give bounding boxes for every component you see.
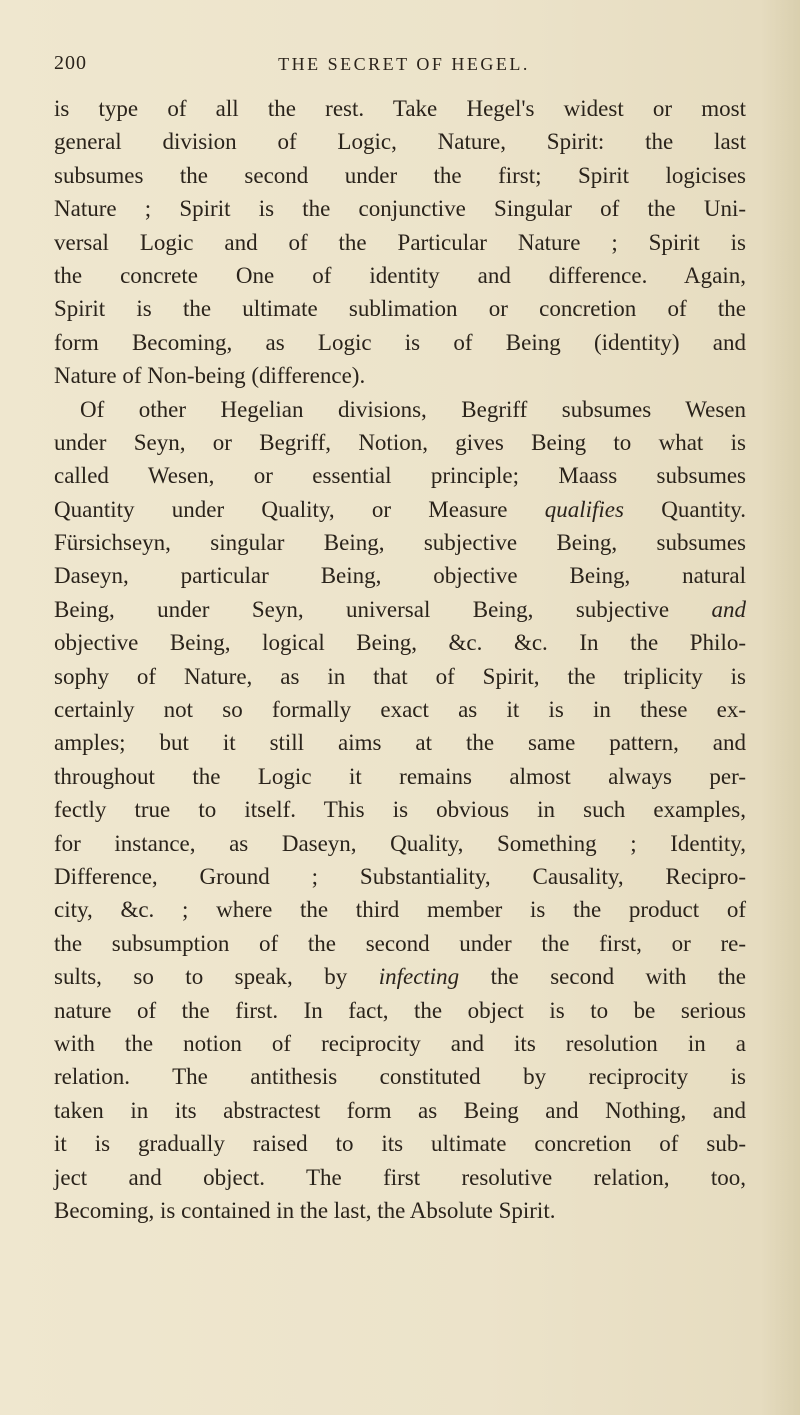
text-line [54, 860, 746, 893]
text-line [54, 493, 746, 526]
text-line [54, 593, 746, 626]
text-line [54, 1194, 746, 1227]
text-line [54, 359, 746, 392]
text-segment: the concrete One of identity and difference. Again, [54, 262, 746, 288]
text-segment: is type of all the rest. Take Hegel's widest or most [54, 96, 746, 121]
text-line [54, 226, 746, 259]
text-segment: sophy of Nature, as in that of Spirit, the triplicity is [54, 663, 746, 689]
text-line [54, 994, 746, 1027]
text-segment: Spirit is the ultimate sublimation or concretion of the [54, 296, 746, 322]
text-line [54, 1094, 746, 1127]
text-segment: objective Being, logical Being, &c. &c. In the Philo- [54, 630, 746, 656]
text-line [54, 726, 746, 759]
text-segment: Quantity. [623, 496, 746, 522]
text-line [54, 1161, 746, 1194]
text-segment: with the notion of reciprocity and its resolution in a [54, 1030, 746, 1056]
body-text [54, 92, 746, 1227]
text-line [54, 292, 746, 325]
text-segment: fectly true to itself. This is obvious in such examples, [54, 797, 746, 823]
text-segment: certainly not so formally exact as it is in these ex- [54, 697, 746, 723]
text-segment: Being, under Seyn, universal Being, subjective [54, 596, 712, 622]
text-segment: called Wesen, or essential principle; Maass subsumes [54, 463, 746, 489]
text-line [54, 559, 746, 592]
text-line [54, 893, 746, 926]
text-line [54, 960, 746, 993]
text-line [54, 426, 746, 459]
text-line [54, 192, 746, 225]
text-line [54, 92, 746, 125]
text-segment: Of other Hegelian divisions, Begriff subsumes Wesen [80, 396, 746, 422]
text-line [54, 693, 746, 726]
text-segment: Quantity under Quality, or Measure [54, 496, 545, 522]
text-line [54, 393, 746, 426]
text-segment: the subsumption of the second under the first, or re- [54, 930, 746, 956]
text-segment: versal Logic and of the Particular Nature ; Spirit is [54, 229, 746, 255]
text-segment: sults, so to speak, by [54, 964, 379, 990]
text-segment: subsumes the second under the first; Spirit logicises [54, 162, 746, 188]
text-segment: the second with the [459, 964, 746, 990]
page-number: 200 [54, 52, 87, 74]
text-line [54, 793, 746, 826]
text-segment: nature of the first. In fact, the object is to be serious [54, 997, 746, 1023]
text-line [54, 660, 746, 693]
text-segment: amples; but it still aims at the same pattern, and [54, 730, 746, 756]
text-line [54, 760, 746, 793]
text-line [54, 259, 746, 292]
text-segment: general division of Logic, Nature, Spirit: the last [54, 129, 746, 155]
text-segment: under Seyn, or Begriff, Notion, gives Being to what is [54, 429, 746, 455]
text-segment: Daseyn, particular Being, objective Being, natural [54, 563, 746, 589]
text-line [54, 1027, 746, 1060]
text-segment: throughout the Logic it remains almost always per- [54, 763, 746, 789]
text-segment: relation. The antithesis constituted by reciprocity is [54, 1064, 746, 1090]
text-segment: Fürsichseyn, singular Being, subjective Being, subsumes [54, 530, 746, 556]
text-line [54, 125, 746, 158]
text-line [54, 1127, 746, 1160]
running-head: THE SECRET OF HEGEL. [278, 54, 530, 74]
text-segment: it is gradually raised to its ultimate concretion of sub- [54, 1131, 746, 1157]
italic-text: qualifies [544, 496, 624, 522]
text-segment: ject and object. The first resolutive relation, too, [54, 1164, 746, 1190]
text-line [54, 1060, 746, 1093]
text-segment: for instance, as Daseyn, Quality, Something ; Identity, [54, 830, 746, 856]
text-line [54, 626, 746, 659]
text-segment: form Becoming, as Logic is of Being (identity) and [54, 329, 746, 355]
page-header [54, 52, 744, 82]
text-line [54, 159, 746, 192]
text-segment: taken in its abstractest form as Being and Nothing, and [54, 1097, 746, 1123]
text-line [54, 526, 746, 559]
italic-text: and [711, 596, 746, 622]
text-line [54, 827, 746, 860]
text-line [54, 459, 746, 492]
text-line [54, 927, 746, 960]
text-segment: Becoming, is contained in the last, the Absolute Spirit. [54, 1197, 556, 1223]
text-segment: city, &c. ; where the third member is the product of [54, 897, 746, 923]
text-segment: Difference, Ground ; Substantiality, Causality, Recipro- [54, 863, 746, 889]
text-line [54, 326, 746, 359]
italic-text: infecting [378, 964, 460, 990]
text-segment: Nature ; Spirit is the conjunctive Singular of the Uni- [54, 196, 746, 222]
text-segment: Nature of Non-being (difference). [54, 363, 366, 389]
